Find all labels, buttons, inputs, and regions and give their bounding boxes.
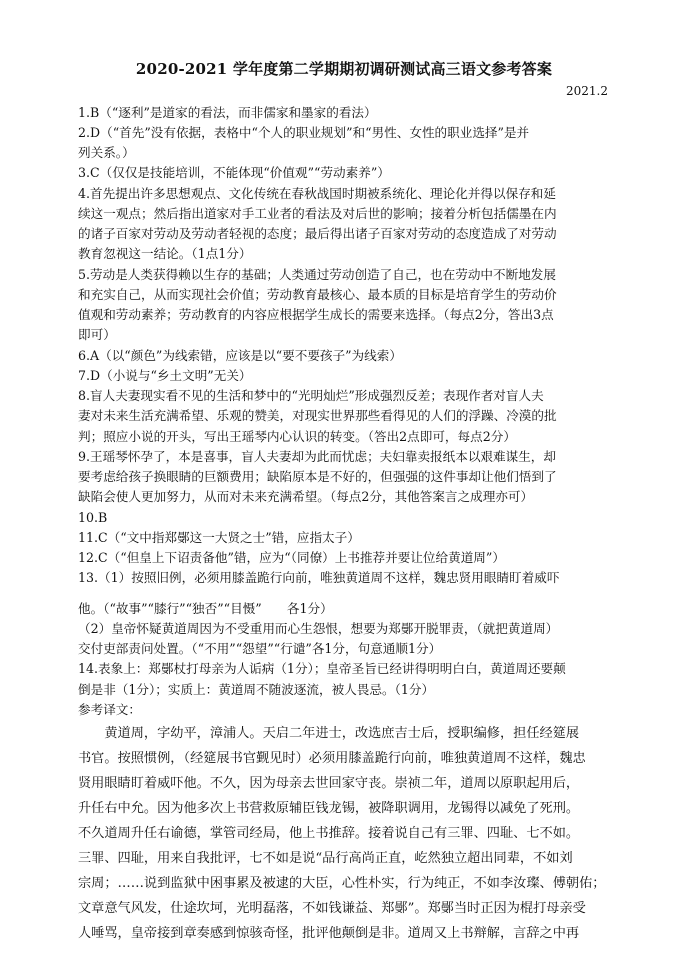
answer-line: 13.（1）按照旧例，必须用膝盖跪行向前，唯独黄道周不这样，魏忠贤用眼睛盯着威吓 [78,570,560,585]
answer-line: 7.D（小说与“乡土文明”无关） [78,368,252,383]
translation-line: 人唾骂，皇帝接到章奏感到惊骇奇怪，批评他颠倒是非。道周又上书辩解，言辞之中再 [78,926,580,941]
answer-line: 缺陷会使人更加努力，从而对未来充满希望。（每点2分，其他答案言之成理亦可） [78,489,534,504]
answer-line: 1.B（“逐利”是道家的看法，而非儒家和墨家的看法） [78,105,377,120]
answer-line: 判；照应小说的开头，写出王瑶琴内心认识的转变。（答出2点即可，每点2分） [78,429,516,444]
answer-line: 即可） [78,327,116,342]
answer-line: 12.C（“但皇上下诏责备他”错，应为“（同僚）上书推荐并要让位给黄道周”） [78,550,505,565]
answer-line: 9.王瑶琴怀孕了，本是喜事，盲人夫妻却为此而忧虑；夫妇靠卖报纸本以艰难谋生，却 [78,449,556,464]
answer-line: 4.首先提出许多思想观点、文化传统在春秋战国时期被系统化、理论化并得以保存和延 [78,186,556,201]
translation-line: 不久道周升任右谕德，掌管司经局，他上书推辞。接着说自己有三罪、四耻、七不如。 [78,826,580,841]
answer-line: 值观和劳动素养；劳动教育的内容应根据学生成长的需要来选择。（每点2分，答出3点 [78,307,554,322]
answer-line: 教育忽视这一结论。（1点1分） [78,246,252,261]
translation-line: 升任右中允。因为他多次上书营救原辅臣钱龙锡，被降职调用，龙锡得以减免了死刑。 [78,801,580,816]
answer-line: 8.盲人夫妻现实看不见的生活和梦中的“光明灿烂”形成强烈反差；表现作者对盲人夫 [78,388,544,403]
translation-line: 黄道周，字幼平，漳浦人。天启二年进士，改选庶吉士后，授职编修，担任经筵展 [78,726,580,741]
answer-line: 的诸子百家对劳动及劳动者轻视的态度；最后得出诸子百家对劳动的态度造成了对劳动 [78,226,557,241]
answer-line: 参考译文： [78,702,141,717]
answer-line: 倒是非（1分）；实质上：黄道周不随波逐流，被人畏忌。（1分） [78,682,435,697]
answer-line: 6.A（以“颜色”为线索错，应该是以“要不要孩子”为线索） [78,348,402,363]
answer-line: 10.B [78,510,108,525]
answer-line: 3.C（仅仅是技能培训，不能体现“价值观”“劳动素养”） [78,165,390,180]
answer-line: 11.C（“文中指郑鄤这一大贤之士”错，应指太子） [78,530,360,545]
answer-line: （2）皇帝怀疑黄道周因为不受重用而心生怨恨，想要为郑鄤开脱罪责，（就把黄道周） [78,621,559,636]
answer-line: 要考虑给孩子换眼睛的巨额费用；缺陷原本是不好的，但强强的这件事却让他们悟到了 [78,469,557,484]
answer-line: 2.D（“首先”没有依据，表格中“个人的职业规划”和“男性、女性的职业选择”是并 [78,125,530,140]
answer-line: 列关系。） [78,145,135,160]
document-title: 2020-2021 学年度第二学期期初调研测试高三语文参考答案 [135,60,553,78]
document-date: 2021.2 [566,84,608,98]
translation-line: 宗周；……说到监狱中困事累及被逮的大臣，心性朴实，行为纯正，不如李汝璨、傅朝佑； [78,876,606,891]
answer-line: 和充实自己，从而实现社会价值；劳动教育最核心、最本质的目标是培育学生的劳动价 [78,287,557,302]
answer-line: 5.劳动是人类获得赖以生存的基础；人类通过劳动创造了自己，也在劳动中不断地发展 [78,267,556,282]
translation-line: 贤用眼睛盯着威吓他。不久，因为母亲去世回家守丧。崇祯二年，道周以原职起用后， [78,776,580,791]
answer-line: 续这一观点；然后指出道家对手工业者的看法及对后世的影响；接着分析包括儒墨在内 [78,206,557,221]
answer-line: 他。（“故事”“膝行”“独否”“目慑” 各1分） [78,601,333,616]
answer-line: 妻对未来生活充满希望、乐观的赞美，对现实世界那些看得见的人们的浮躁、冷漠的批 [78,408,557,423]
answer-line: 14.表象上：郑鄤杖打母亲为人诟病（1分）；皇帝圣旨已经讲得明明白白，黄道周还要颠 [78,661,566,676]
translation-line: 三罪、四耻，用来自我批评，七不如是说“品行高尚正直，屹然独立超出同辈，不如刘 [78,851,573,866]
translation-line: 书官。按照惯例，（经筵展书官觐见时）必须用膝盖跪行向前，唯独黄道周不这样，魏忠 [78,751,586,766]
translation-line: 文章意气风发，仕途坎坷，光明磊落，不如钱谦益、郑鄤”。郑鄤当时正因为棍打母亲受 [78,901,586,916]
answer-line: 交付吏部责问处置。（“不用”“怨望”“行谴”各1分，句意通顺1分） [78,641,442,656]
